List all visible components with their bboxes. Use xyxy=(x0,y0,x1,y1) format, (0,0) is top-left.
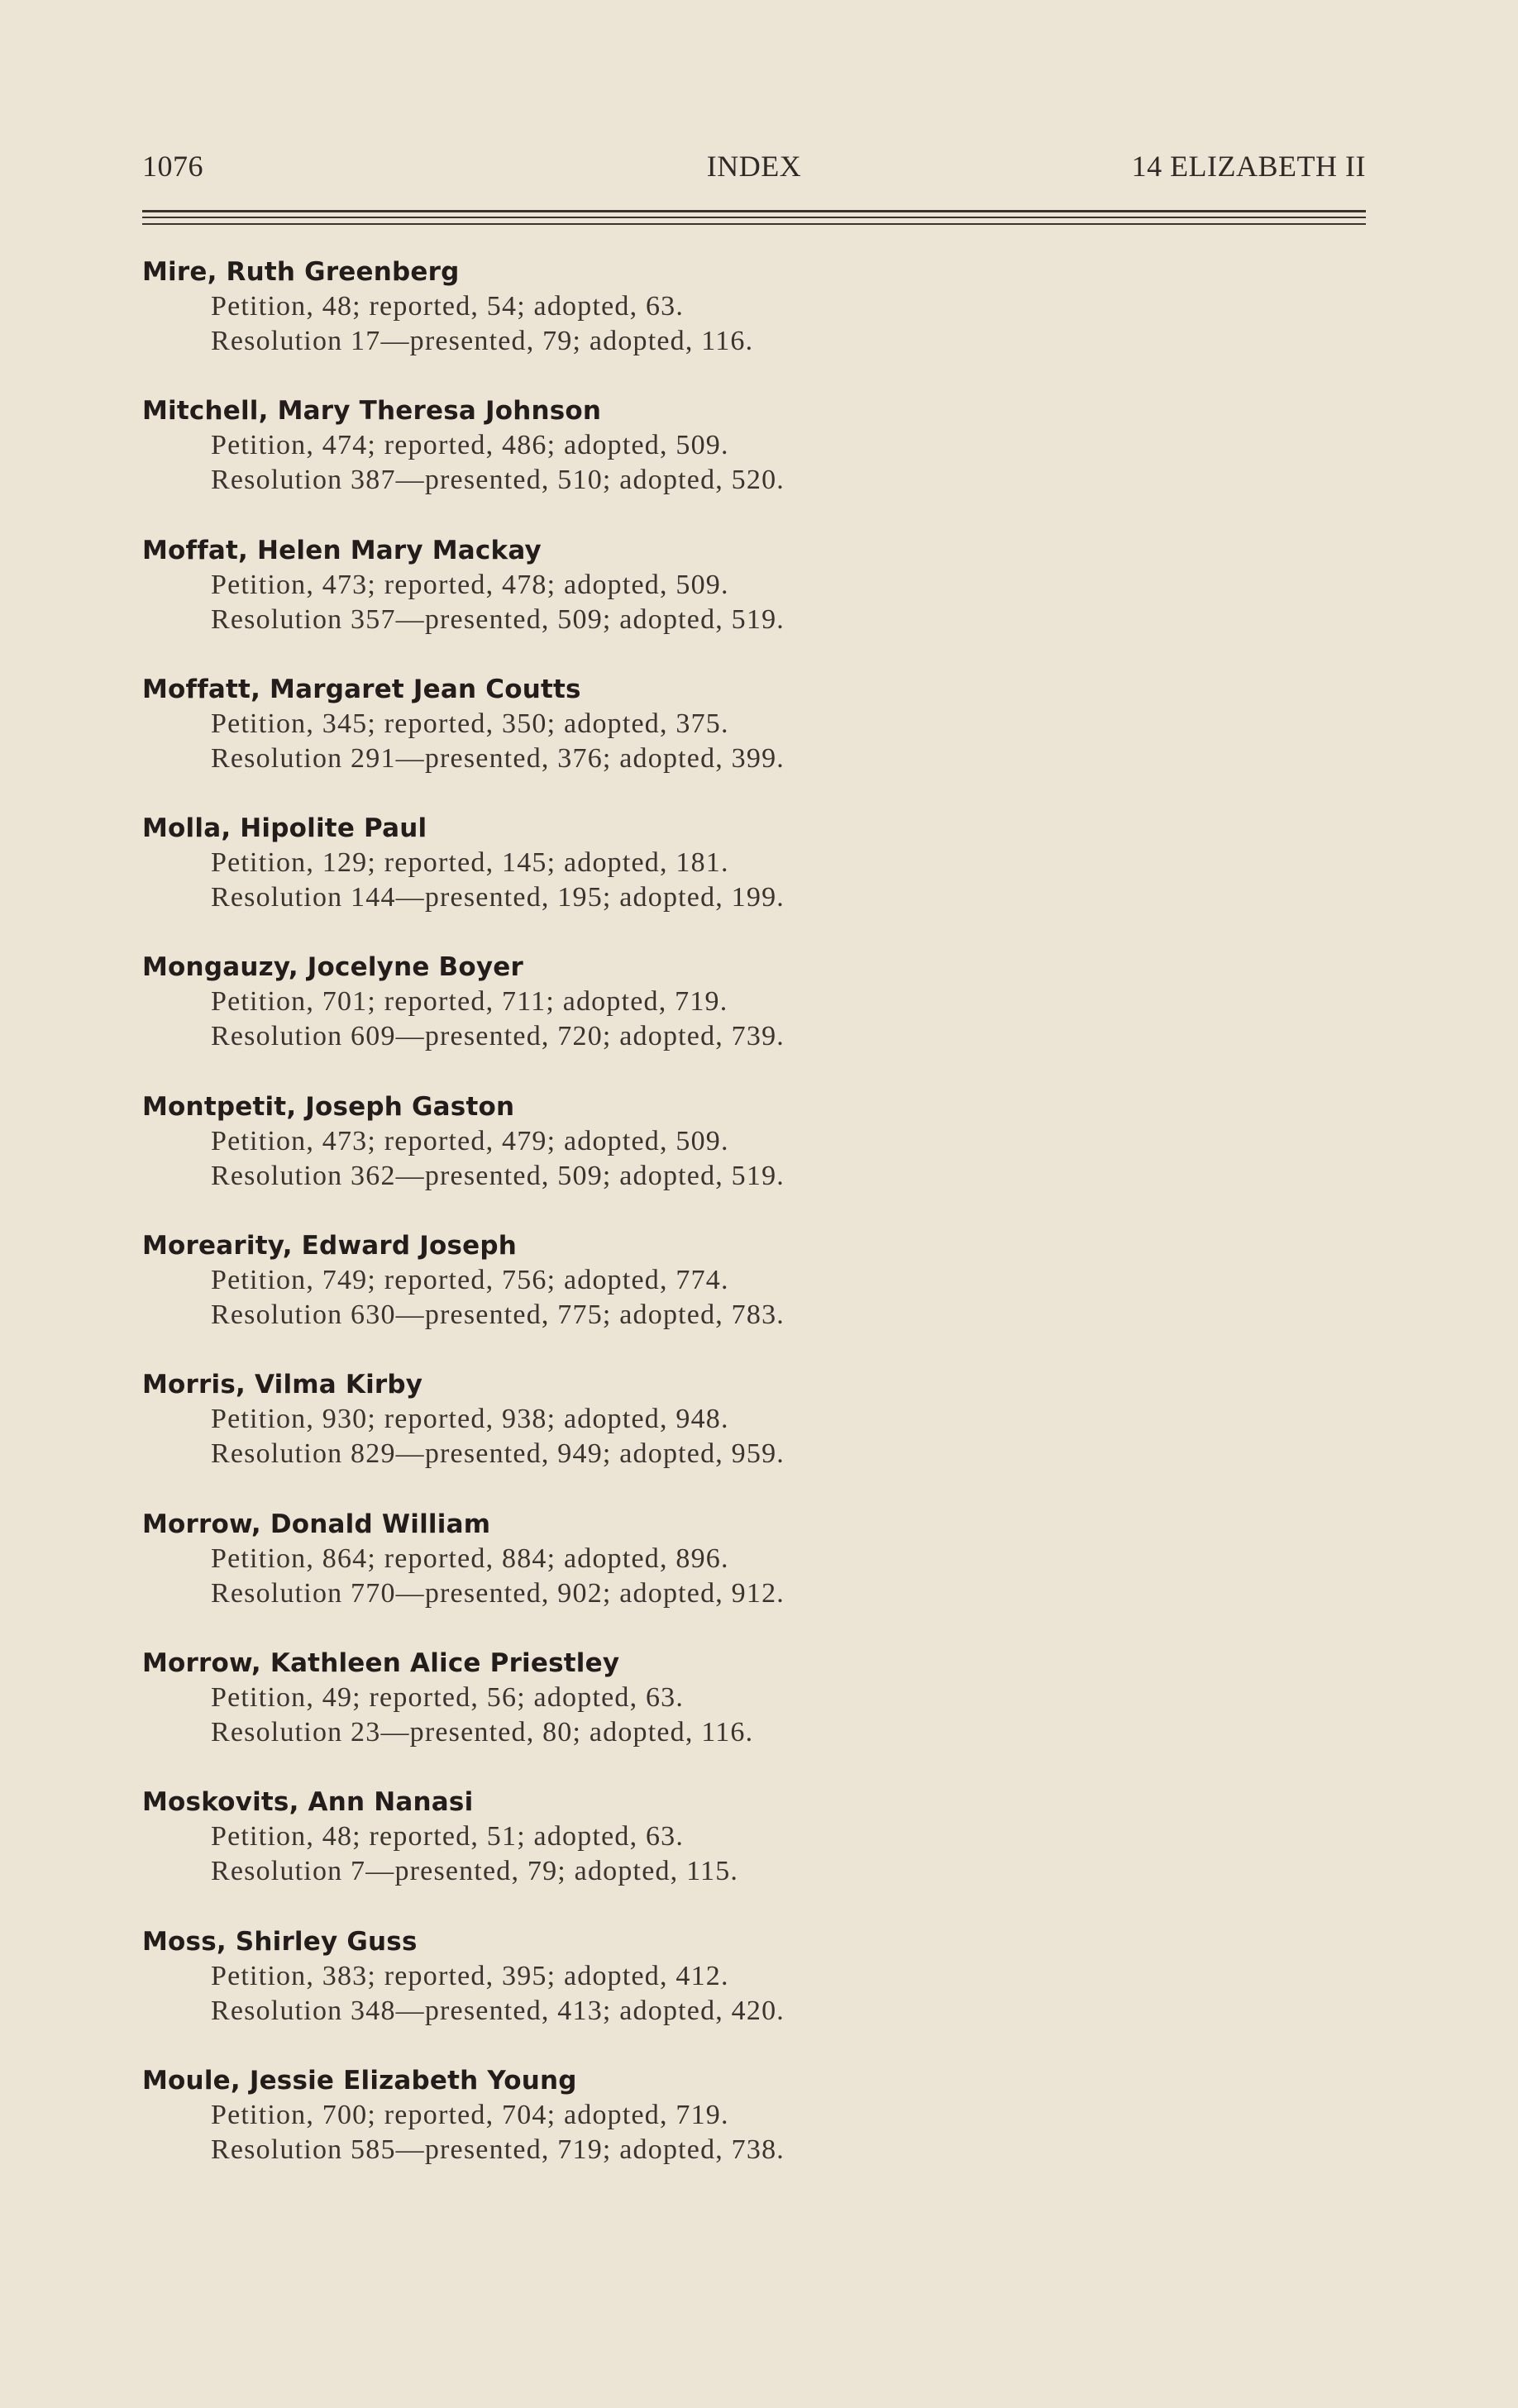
index-entry xyxy=(142,1090,1366,1228)
index-entries xyxy=(142,255,1366,2202)
header-rule xyxy=(142,210,1366,212)
entry-resolution: Resolution 17—presented, 79; adopted, 116. xyxy=(211,326,754,356)
page-number: 1076 xyxy=(142,150,203,183)
entry-name: Morrow, Kathleen Alice Priestley xyxy=(142,1647,620,1678)
entry-resolution: Resolution 144—presented, 195; adopted, 199. xyxy=(211,882,785,913)
entry-name: Molla, Hipolite Paul xyxy=(142,813,427,844)
entry-name: Moss, Shirley Guss xyxy=(142,1926,418,1957)
index-entry xyxy=(142,1785,1366,1924)
entry-name: Morrow, Donald William xyxy=(142,1509,491,1539)
index-entry xyxy=(142,1507,1366,1646)
entry-resolution: Resolution 357—presented, 509; adopted, 519. xyxy=(211,603,785,635)
entry-name: Moskovits, Ann Nanasi xyxy=(142,1787,474,1818)
reign-label: 14 ELIZABETH II xyxy=(1131,150,1366,183)
index-entry xyxy=(142,533,1366,672)
entry-resolution: Resolution 829—presented, 949; adopted, 959. xyxy=(211,1438,785,1470)
entry-petition: Petition, 864; reported, 884; adopted, 896. xyxy=(211,1543,729,1574)
entry-name: Montpetit, Joseph Gaston xyxy=(142,1091,515,1122)
entry-petition: Petition, 701; reported, 711; adopted, 719. xyxy=(211,986,728,1018)
entry-name: Moffat, Helen Mary Mackay xyxy=(142,535,542,565)
entry-name: Mire, Ruth Greenberg xyxy=(142,257,460,287)
entry-resolution: Resolution 348—presented, 413; adopted, 420. xyxy=(211,1995,785,2026)
entry-petition: Petition, 473; reported, 479; adopted, 509. xyxy=(211,1125,729,1156)
entry-resolution: Resolution 362—presented, 509; adopted, 519. xyxy=(211,1160,785,1191)
entry-petition: Petition, 48; reported, 54; adopted, 63. xyxy=(211,291,685,322)
entry-name: Moule, Jessie Elizabeth Young xyxy=(142,2065,577,2096)
entry-petition: Petition, 930; reported, 938; adopted, 948. xyxy=(211,1404,729,1435)
entry-petition: Petition, 49; reported, 56; adopted, 63. xyxy=(211,1681,685,1713)
entry-petition: Petition, 48; reported, 51; adopted, 63. xyxy=(211,1821,685,1852)
entry-petition: Petition, 345; reported, 350; adopted, 375. xyxy=(211,708,729,739)
entry-name: Morearity, Edward Joseph xyxy=(142,1231,518,1261)
index-entry xyxy=(142,1367,1366,1506)
index-entry xyxy=(142,1646,1366,1785)
entry-resolution: Resolution 585—presented, 719; adopted, 738. xyxy=(211,2134,785,2165)
page-header xyxy=(142,149,1366,190)
entry-petition: Petition, 700; reported, 704; adopted, 719. xyxy=(211,2099,729,2130)
index-entry xyxy=(142,255,1366,393)
page-title: INDEX xyxy=(706,150,802,183)
entry-name: Mitchell, Mary Theresa Johnson xyxy=(142,396,602,427)
index-entry xyxy=(142,950,1366,1089)
header-rule xyxy=(142,217,1366,218)
index-entry xyxy=(142,811,1366,950)
header-rule xyxy=(142,223,1366,225)
entry-name: Mongauzy, Jocelyne Boyer xyxy=(142,952,524,983)
entry-petition: Petition, 749; reported, 756; adopted, 774. xyxy=(211,1265,729,1296)
entry-resolution: Resolution 630—presented, 775; adopted, 783. xyxy=(211,1299,785,1331)
entry-petition: Petition, 473; reported, 478; adopted, 509. xyxy=(211,569,729,600)
entry-resolution: Resolution 609—presented, 720; adopted, 739. xyxy=(211,1021,785,1052)
entry-resolution: Resolution 770—presented, 902; adopted, 912. xyxy=(211,1577,785,1609)
index-entry xyxy=(142,2063,1366,2202)
entry-name: Moffatt, Margaret Jean Coutts xyxy=(142,674,581,704)
entry-resolution: Resolution 7—presented, 79; adopted, 115. xyxy=(211,1856,739,1887)
entry-petition: Petition, 474; reported, 486; adopted, 509. xyxy=(211,430,729,461)
entry-resolution: Resolution 291—presented, 376; adopted, 399. xyxy=(211,742,785,774)
entry-petition: Petition, 129; reported, 145; adopted, 181. xyxy=(211,847,729,879)
entry-name: Morris, Vilma Kirby xyxy=(142,1370,423,1400)
entry-petition: Petition, 383; reported, 395; adopted, 412. xyxy=(211,1960,729,1991)
index-entry xyxy=(142,1228,1366,1367)
entry-resolution: Resolution 23—presented, 80; adopted, 116. xyxy=(211,1716,754,1748)
index-entry xyxy=(142,672,1366,811)
index-entry xyxy=(142,1924,1366,2063)
index-entry xyxy=(142,393,1366,532)
entry-resolution: Resolution 387—presented, 510; adopted, 520. xyxy=(211,465,785,496)
